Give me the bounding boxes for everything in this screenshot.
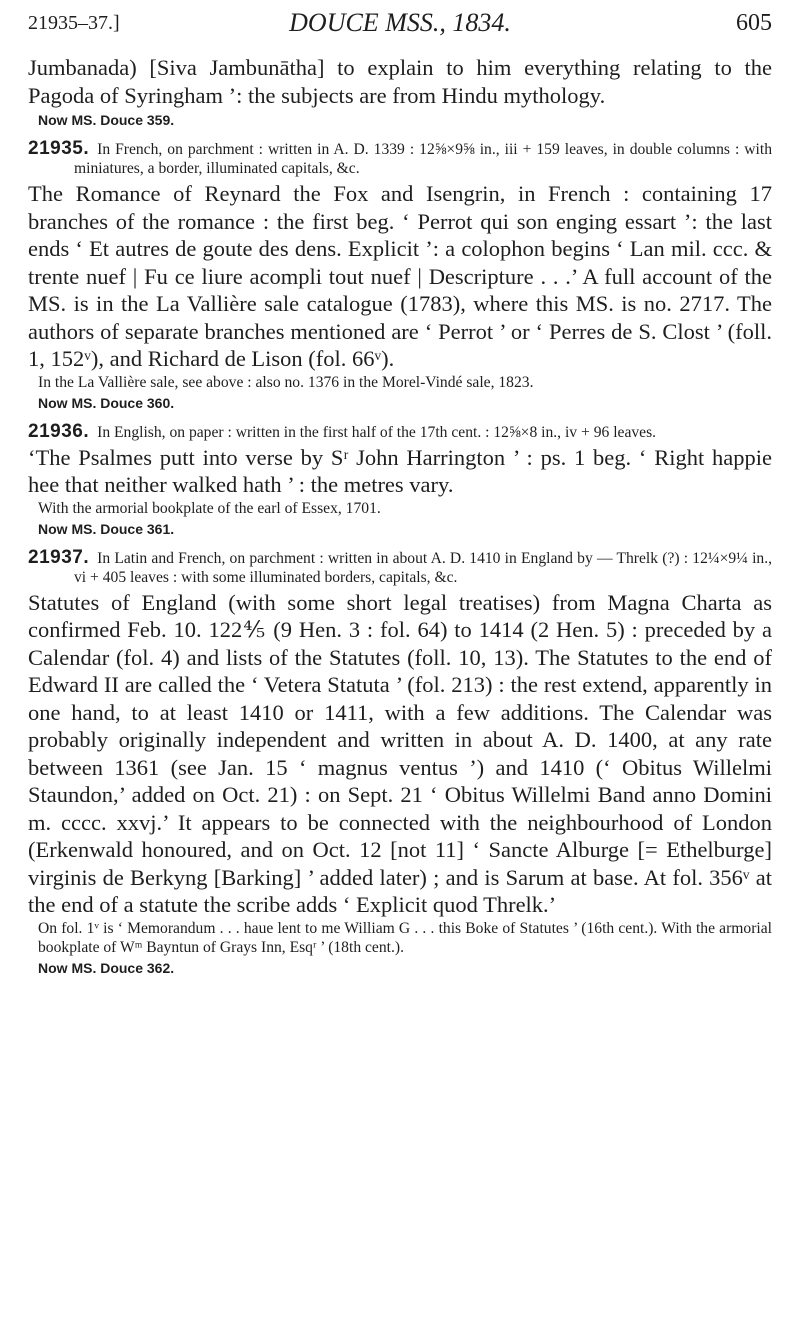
entry-description: 21937. In Latin and French, on parchment : written in about A. D. 1410 in England by — Threlk (?) : 12¼×9¼ in., vi + 405 leaves : with some illuminated borders, capitals, &c. (28, 546, 772, 586)
page-number: 605 (736, 10, 772, 36)
entry-note: In the La Vallière sale, see above : also no. 1376 in the Morel-Vindé sale, 1823. (38, 373, 534, 391)
entry-body: Statutes of England (with some short legal treatises) from Magna Charta as confirmed Feb. 10. 122⅘ (9 Hen. 3 : fol. 64) to 1414 (2 Hen. 5) : preceded by a Calendar (fol. 4) and lists of the Statutes (foll. 10, 13). The Statutes to the end of Edward II are called the ‘ Vetera Statuta ’ (fol. 213) : the rest extend, apparently in one hand, to at least 1410 or 1411, with a few additions. The Calendar was probably originally independent and written in about A. D. 1400, at any rate between 1361 (see Jan. 15 ‘ magnus ventus ’) and 1410 (‘ Obitus Willelmi Staundon,’ added on Oct. 21) : on Sept. 21 ‘ Obitus Willelmi Band anno Domini m. cccc. xxvj.’ It appears to be connected with the neighbourhood of London (Erkenwald honoured, and on Oct. 12 [not 11] ‘ Sancte Alburge [= Ethelburge] virginis de Berkyng [Barking] ’ added later) ; and is Sarum at base. At fol. 356ᵛ at the end of a statute the scribe adds ‘ Explicit quod Threlk.’ (28, 589, 772, 917)
continuation-text: Jumbanada) [Siva Jambunātha] to explain to him everything relating to the Pagoda of Syringham ’: the subjects are from Hindu mythology. (28, 55, 772, 108)
shelfmark: Now MS. Douce 359. (38, 112, 175, 128)
entry-21935 (28, 139, 772, 414)
header-range: 21935–37.] (28, 12, 120, 34)
running-header (28, 8, 772, 54)
entry-description: 21936. In English, on paper : written in the first half of the 17th cent. : 12⅝×8 in., iv + 96 leaves. (28, 420, 657, 442)
catalogue-body (28, 54, 772, 979)
entry-description: 21935. In French, on parchment : written in A. D. 1339 : 12⅝×9⅝ in., iii + 159 leaves, in double columns : with miniatures, a border, illuminated capitals, &c. (28, 138, 772, 177)
shelfmark: Now MS. Douce 360. (38, 394, 175, 411)
entry-note: With the armorial bookplate of the earl of Essex, 1701. (38, 499, 381, 517)
shelfmark: Now MS. Douce 361. (38, 520, 175, 537)
header-title: DOUCE MSS., 1834. (289, 8, 511, 37)
entry-note: On fol. 1ᵛ is ‘ Memorandum . . . haue lent to me William G . . . this Boke of Statutes ’ (16th cent.). With the armorial bookplate of Wᵐ Bayntun of Grays Inn, Esqʳ ’ (18th cent.). (38, 919, 772, 956)
shelfmark: Now MS. Douce 362. (38, 959, 175, 976)
entry-body: The Romance of Reynard the Fox and Isengrin, in French : containing 17 branches of the romance : the first beg. ‘ Perrot qui son enging essart ’: the last ends ‘ Et autres de goute des dens. Explicit ’: a colophon begins ‘ Lan mil. ccc. & trente nuef | Fu ce liure acompli tout nuef | Descripture . . .’ A full account of the MS. is in the La Vallière sale catalogue (1783), where this MS. is no. 2717. The authors of separate branches mentioned are ‘ Perrot ’ or ‘ Perres de S. Clost ’ (foll. 1, 152ᵛ), and Richard de Lison (fol. 66ᵛ). (28, 181, 772, 371)
entry-body: ‘The Psalmes putt into verse by Sʳ John Harrington ’ : ps. 1 beg. ‘ Right happie hee that neither walked hath ’ : the metres vary. (28, 444, 772, 497)
entry-number: 21935. (28, 138, 90, 159)
page (28, 0, 772, 987)
entry-number: 21937. (28, 546, 90, 568)
entry-21936 (28, 422, 772, 540)
entry-number: 21936. (28, 420, 90, 442)
entry-21937 (28, 548, 772, 979)
